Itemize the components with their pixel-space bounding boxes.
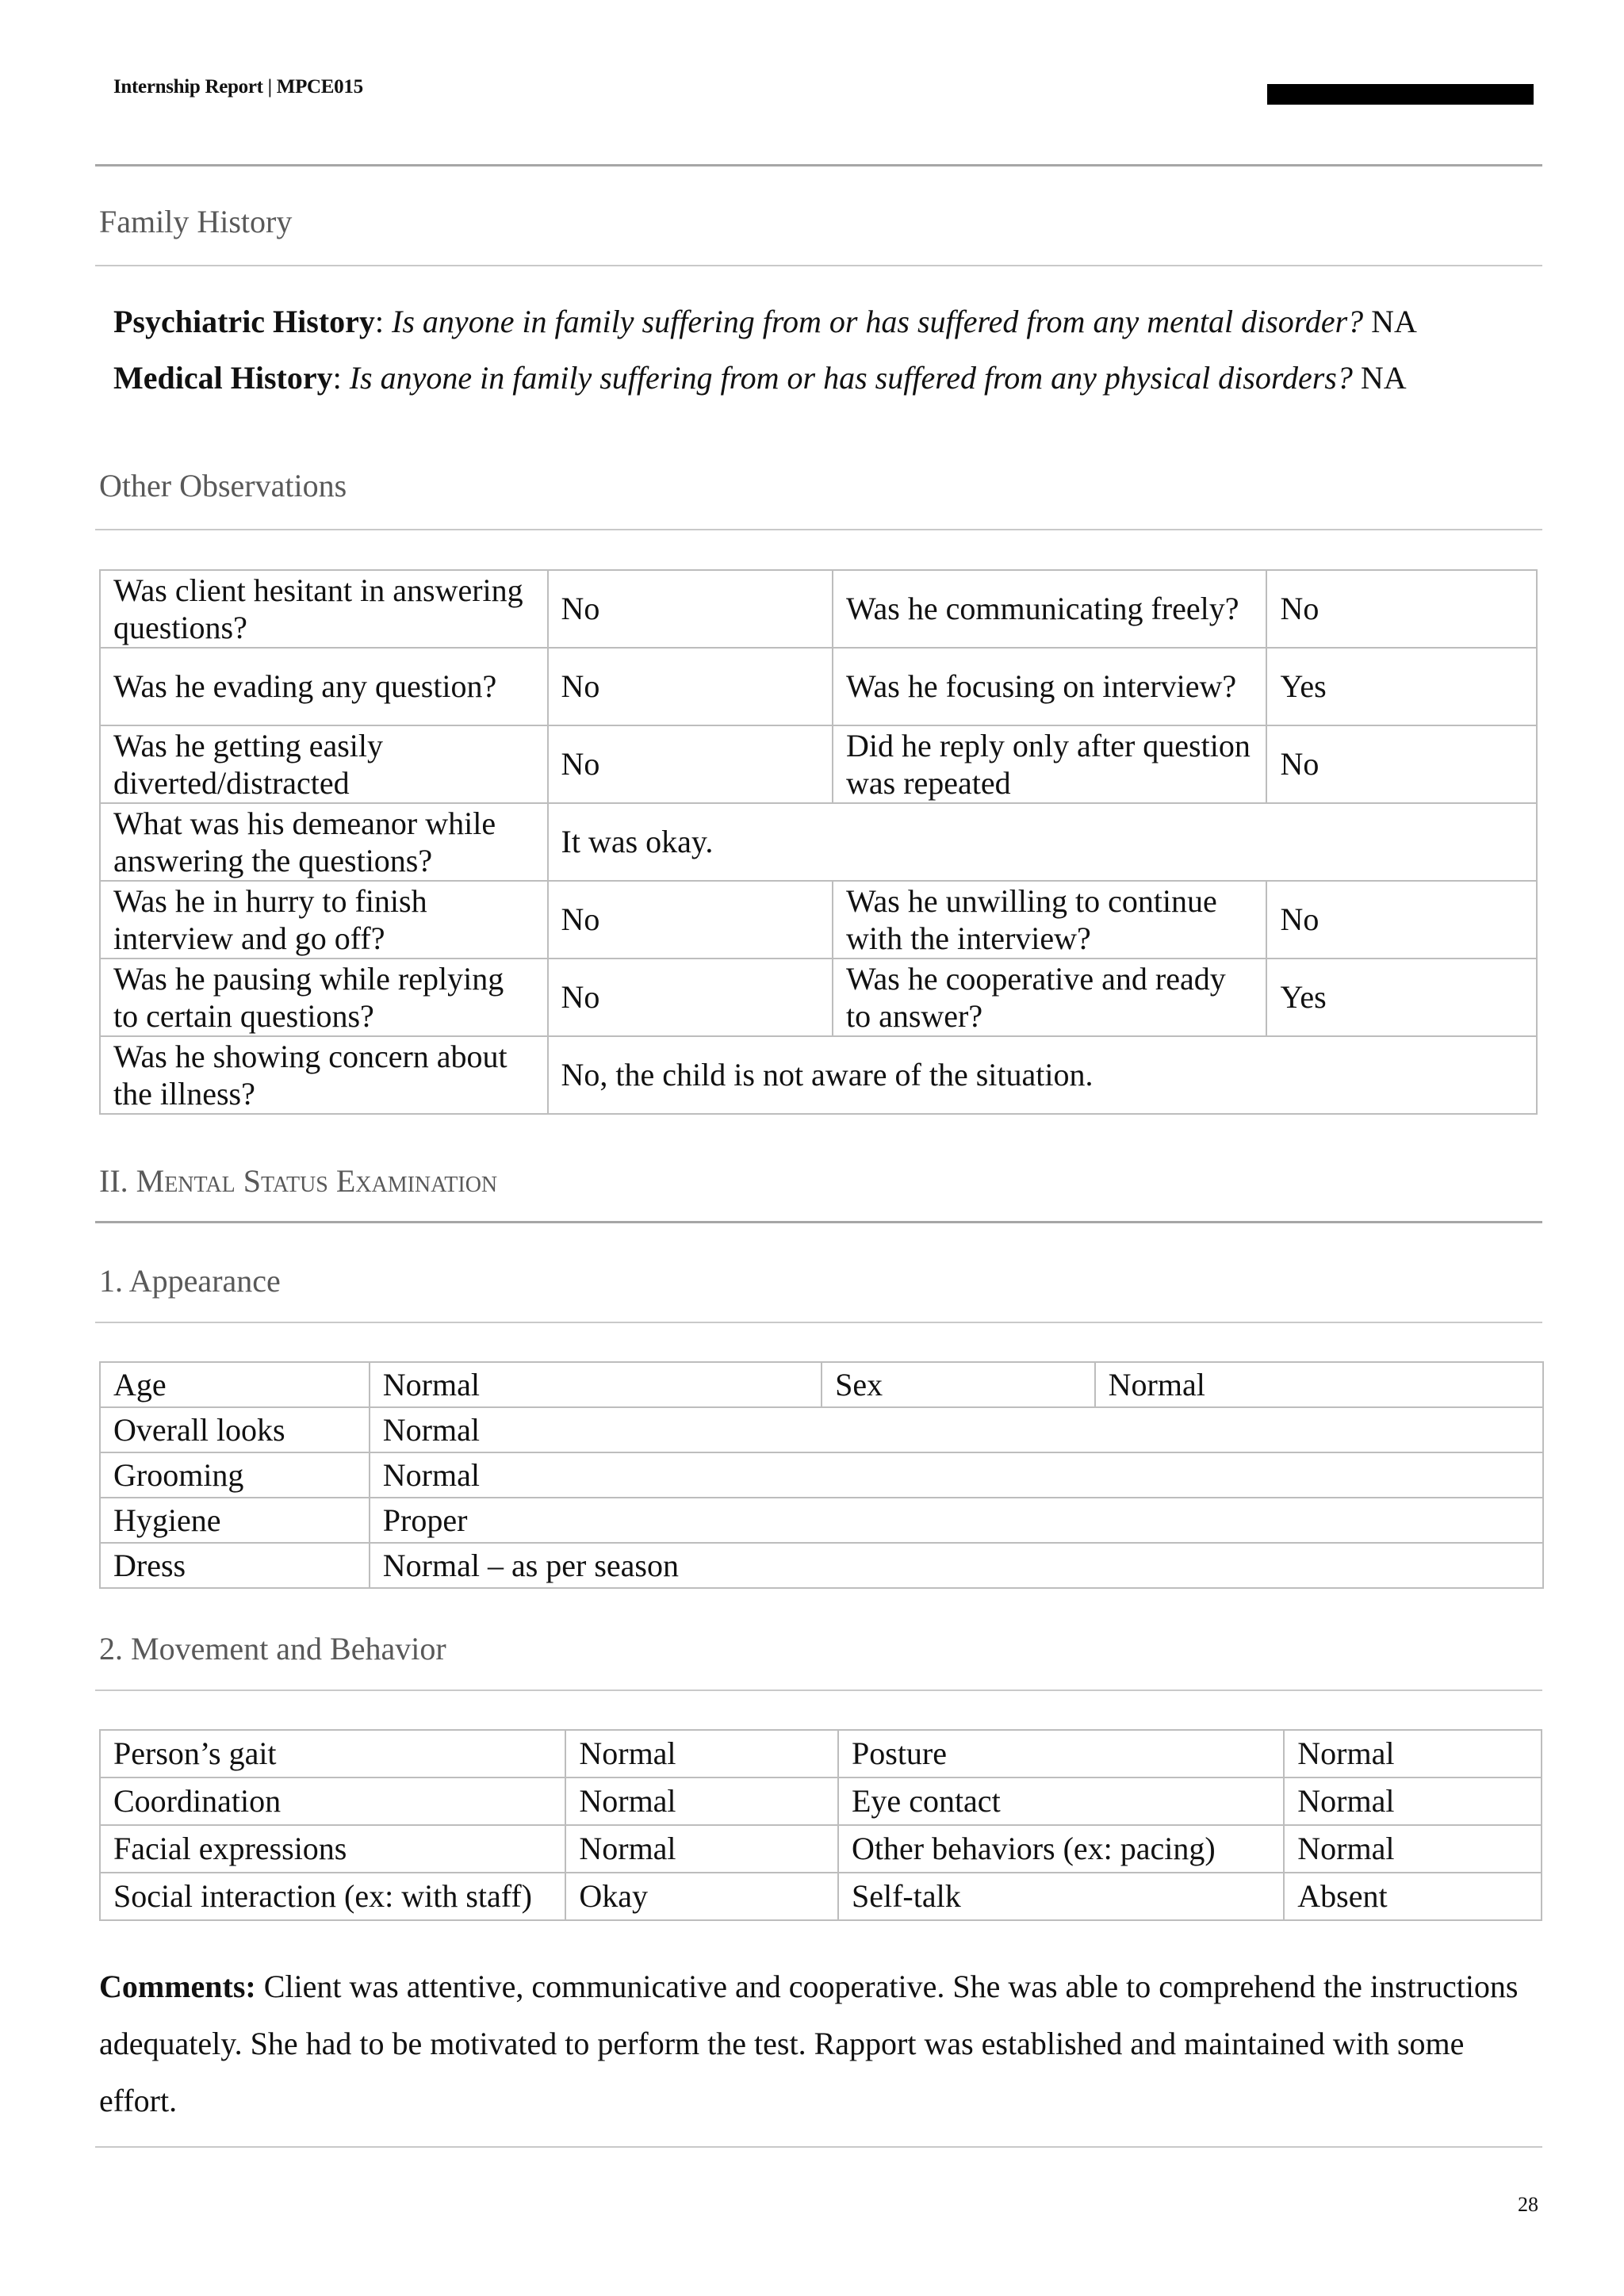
table-value-cell: Normal [1284,1730,1542,1777]
table-value-cell: Absent [1284,1873,1542,1920]
table-label-cell: Social interaction (ex: with staff) [100,1873,565,1920]
table-label-cell: Grooming [100,1452,370,1498]
mse-heading: II. Mental Status Examination [99,1163,498,1199]
table-row [100,803,1537,881]
table-label-cell: Dress [100,1543,370,1588]
psychiatric-history-question: Is anyone in family suffering from or has suffered from any mental disorder? [392,304,1364,339]
appearance-divider [95,1322,1542,1323]
movement-heading: 2. Movement and Behavior [99,1631,446,1667]
answer-cell: No [1266,725,1537,803]
answer-cell: No, the child is not aware of the situation. [548,1036,1537,1114]
question-cell: What was his demeanor while answering the questions? [100,803,548,881]
appearance-heading: 1. Appearance [99,1263,281,1299]
table-label-cell: Hygiene [100,1498,370,1543]
question-cell: Was he in hurry to finish interview and go off? [100,881,548,959]
table-value-cell: Normal [565,1777,838,1825]
table-row [100,1036,1537,1114]
footer-divider [95,2146,1542,2148]
redacted-block [1267,84,1534,105]
table-label-cell: Overall looks [100,1407,370,1452]
table-value-cell: Normal [370,1407,1543,1452]
table-row [100,1873,1542,1920]
table-label-cell: Person’s gait [100,1730,565,1777]
psychiatric-history-line: Psychiatric History: Is anyone in family suffering from or has suffered from any mental disorder? NA [113,304,1417,339]
table-label-cell: Posture [838,1730,1284,1777]
table-label-cell: Coordination [100,1777,565,1825]
question-cell: Was he unwilling to continue with the interview? [833,881,1266,959]
psychiatric-history-label: Psychiatric History [113,304,375,339]
medical-history-answer: NA [1360,360,1407,396]
table-label-cell: Self-talk [838,1873,1284,1920]
table-row [100,1452,1543,1498]
table-row [100,959,1537,1036]
observations-table [99,569,1538,1115]
table-row [100,1777,1542,1825]
question-cell: Was he getting easily diverted/distracted [100,725,548,803]
table-value-cell: Normal [1284,1777,1542,1825]
answer-cell: Yes [1266,648,1537,725]
table-row [100,648,1537,725]
table-value-cell: Normal [370,1452,1543,1498]
table-row [100,570,1537,648]
table-value-cell: Normal [1095,1362,1543,1407]
table-row [100,725,1537,803]
answer-cell: Yes [1266,959,1537,1036]
answer-cell: No [1266,881,1537,959]
table-value-cell: Proper [370,1498,1543,1543]
appearance-table [99,1361,1544,1589]
header-divider [95,164,1542,166]
comments-text: Client was attentive, communicative and cooperative. She was able to comprehend the instructions adequately. She had to be motivated to perform the test. Rapport was established and maintained with some effort. [99,1969,1519,2118]
report-header-title: Internship Report | MPCE015 [113,76,363,98]
table-value-cell: Normal – as per season [370,1543,1543,1588]
page-number: 28 [1518,2193,1538,2216]
question-cell: Was he showing concern about the illness? [100,1036,548,1114]
table-value-cell: Normal [1284,1825,1542,1873]
question-cell: Was he cooperative and ready to answer? [833,959,1266,1036]
table-value-cell: Normal [370,1362,822,1407]
table-label-cell: Other behaviors (ex: pacing) [838,1825,1284,1873]
family-history-divider [95,265,1542,266]
answer-cell: No [548,725,833,803]
table-label-cell: Facial expressions [100,1825,565,1873]
comments-label: Comments: [99,1969,256,2004]
answer-cell: No [548,881,833,959]
medical-history-label: Medical History [113,360,333,396]
table-row [100,1407,1543,1452]
table-row [100,1543,1543,1588]
table-row [100,1825,1542,1873]
mse-divider [95,1221,1542,1223]
answer-cell: No [1266,570,1537,648]
movement-divider [95,1689,1542,1691]
psychiatric-history-answer: NA [1371,304,1417,339]
table-label-cell: Sex [822,1362,1095,1407]
answer-cell: No [548,570,833,648]
other-observations-divider [95,529,1542,530]
table-row [100,881,1537,959]
question-cell: Was he pausing while replying to certain questions? [100,959,548,1036]
question-cell: Was client hesitant in answering questions? [100,570,548,648]
table-row [100,1730,1542,1777]
question-cell: Was he evading any question? [100,648,548,725]
answer-cell: It was okay. [548,803,1537,881]
medical-history-question: Is anyone in family suffering from or has suffered from any physical disorders? [349,360,1353,396]
question-cell: Was he focusing on interview? [833,648,1266,725]
question-cell: Did he reply only after question was repeated [833,725,1266,803]
table-row [100,1362,1543,1407]
family-history-heading: Family History [99,204,293,239]
table-label-cell: Age [100,1362,370,1407]
comments-paragraph [99,1958,1526,2130]
table-value-cell: Normal [565,1730,838,1777]
medical-history-line: Medical History: Is anyone in family suffering from or has suffered from any physical disorders? NA [113,360,1407,396]
table-value-cell: Normal [565,1825,838,1873]
table-row [100,1498,1543,1543]
question-cell: Was he communicating freely? [833,570,1266,648]
answer-cell: No [548,959,833,1036]
answer-cell: No [548,648,833,725]
table-value-cell: Okay [565,1873,838,1920]
table-label-cell: Eye contact [838,1777,1284,1825]
movement-table [99,1729,1542,1921]
other-observations-heading: Other Observations [99,468,347,503]
